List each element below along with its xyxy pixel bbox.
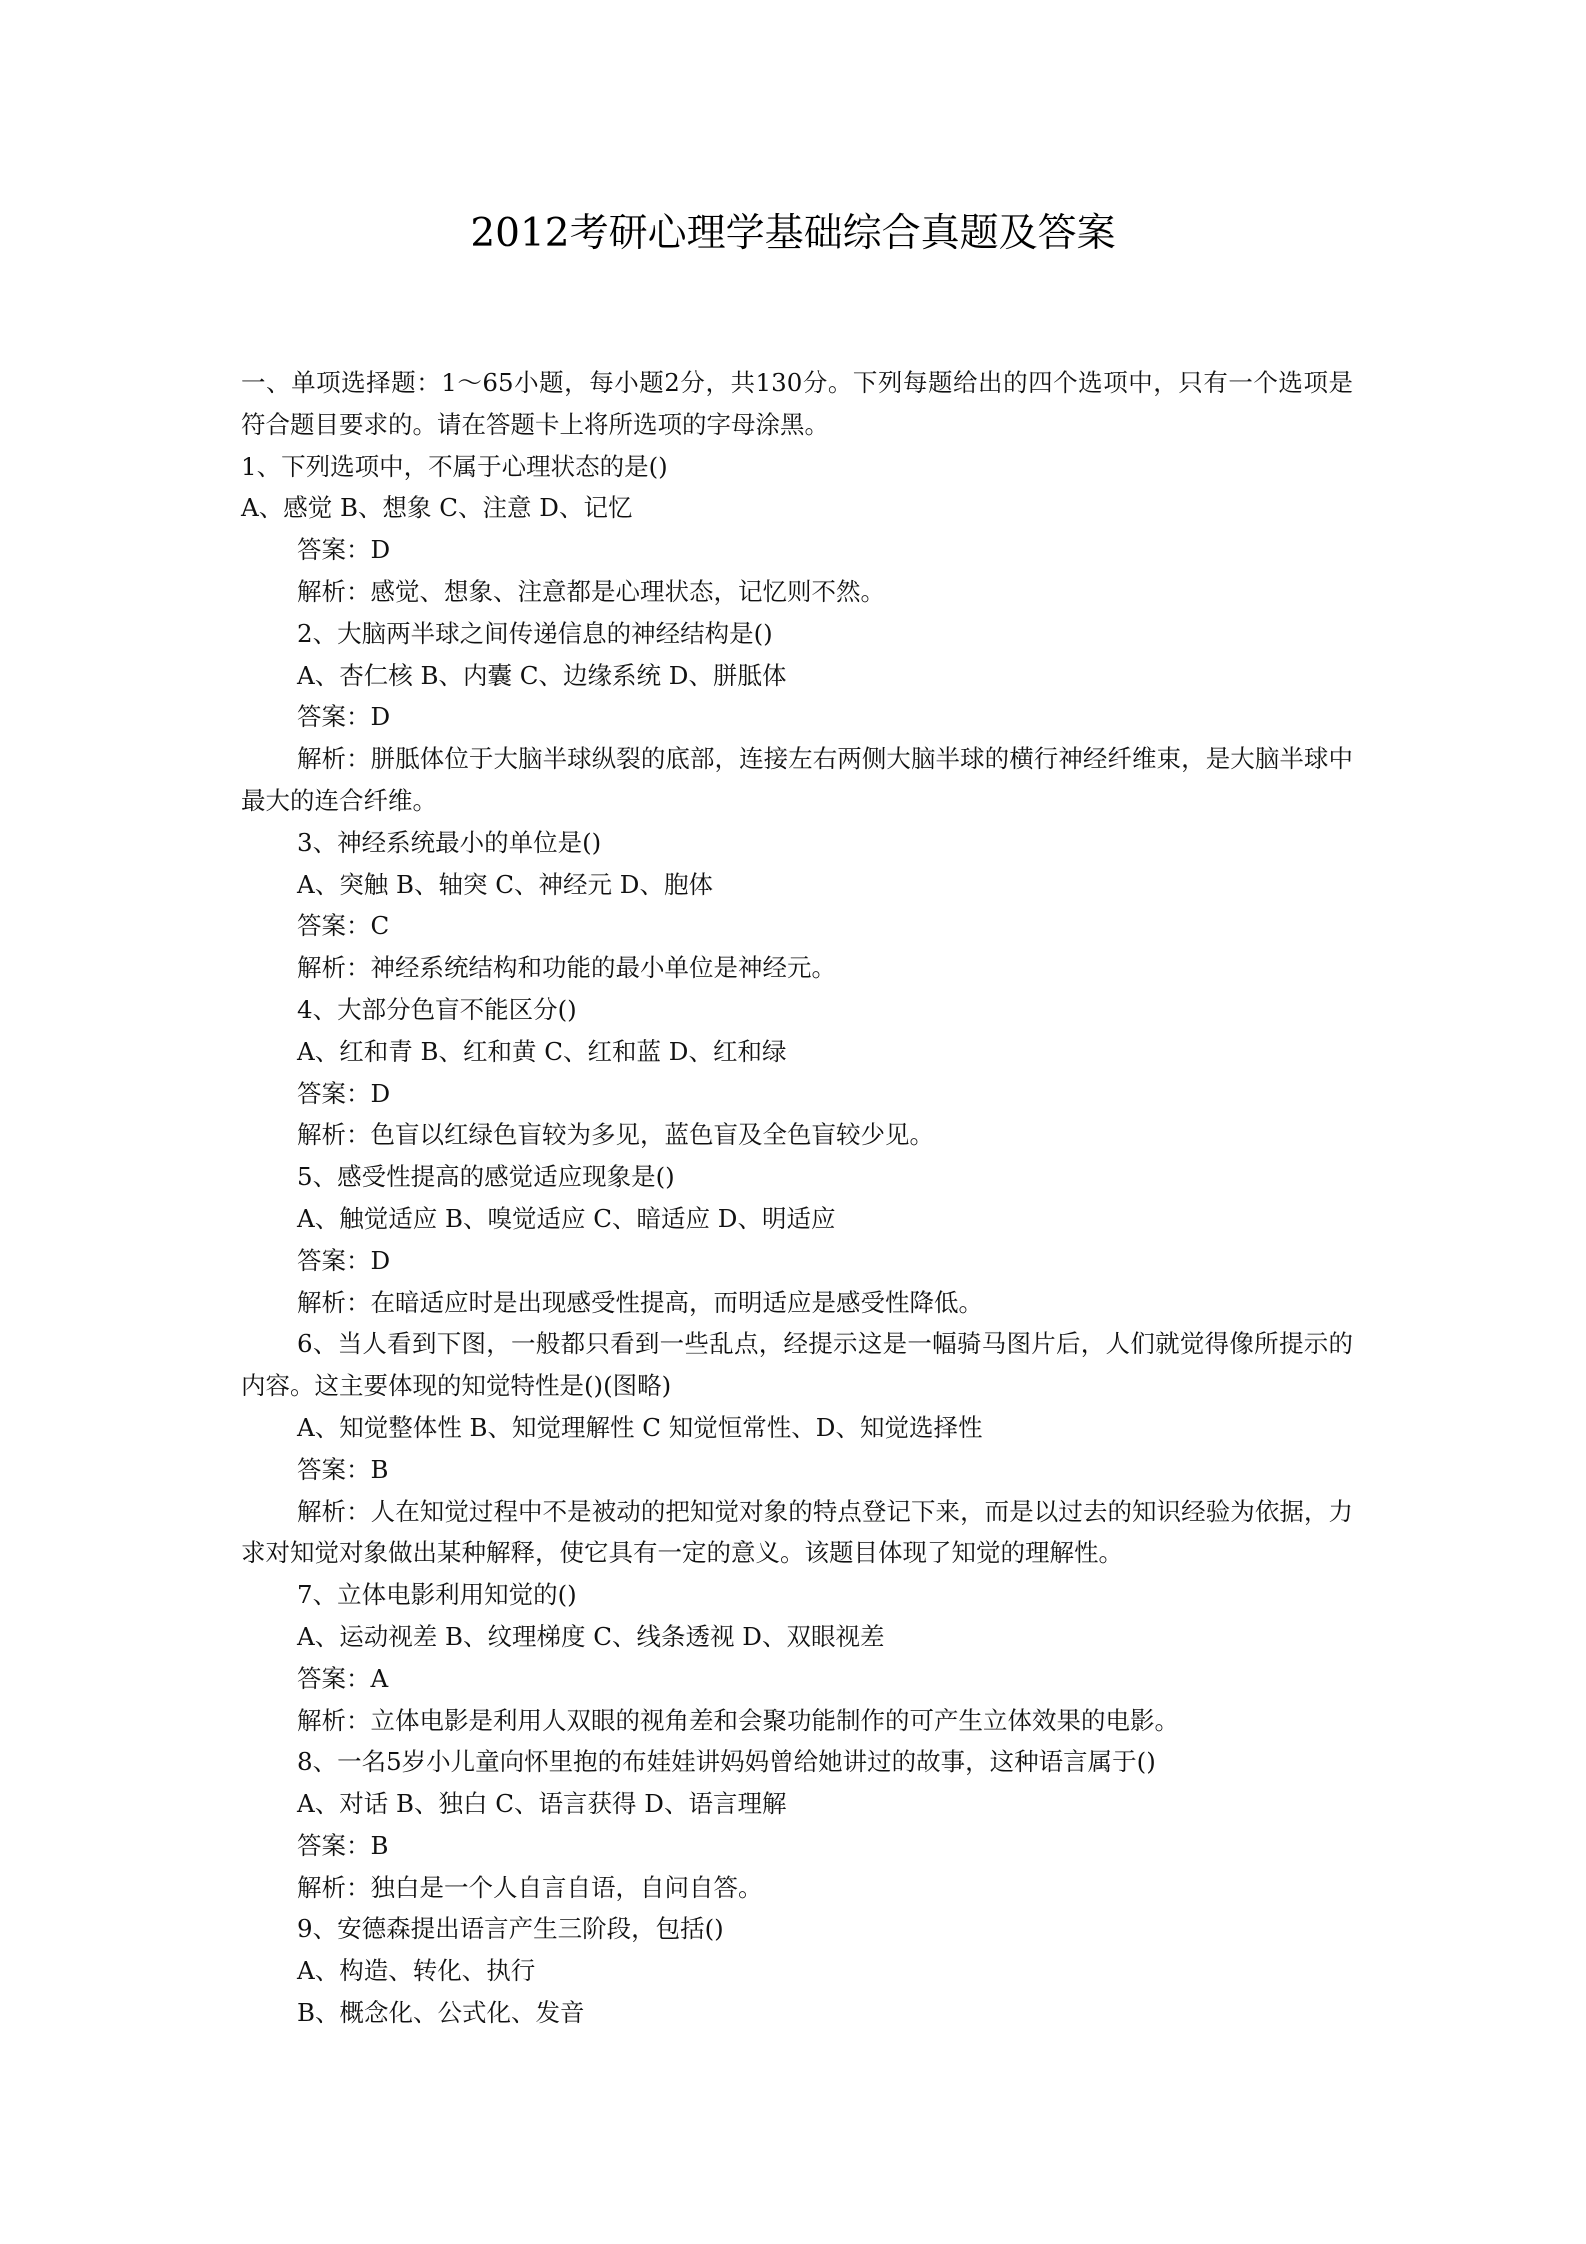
question-stem: 7、立体电影利用知觉的(): [297, 1580, 577, 1610]
question-options: A、对话 B、独白 C、语言获得 D、语言理解: [297, 1789, 787, 1819]
question-4: [241, 989, 1353, 1156]
question-analysis: 解析：立体电影是利用人双眼的视角差和会聚功能制作的可产生立体效果的电影。: [297, 1705, 1179, 1735]
question-analysis: 解析：神经系统结构和功能的最小单位是神经元。: [297, 953, 836, 983]
question-answer: 答案：D: [297, 535, 391, 565]
question-answer: 答案：D: [297, 1245, 391, 1275]
question-options: A、触觉适应 B、嗅觉适应 C、暗适应 D、明适应: [297, 1203, 836, 1233]
question-answer: 答案：A: [297, 1663, 389, 1693]
question-stem: 6、当人看到下图，一般都只看到一些乱点，经提示这是一幅骑马图片后，人们就觉得像所提示的内容。这主要体现的知觉特性是()(图略): [241, 1329, 1353, 1401]
question-option-a: A、构造、转化、执行: [297, 1956, 536, 1986]
question-options: A、突触 B、轴突 C、神经元 D、胞体: [297, 869, 713, 899]
question-answer: 答案：D: [297, 1078, 391, 1108]
question-stem: 9、安德森提出语言产生三阶段，包括(): [297, 1914, 724, 1944]
question-stem: 2、大脑两半球之间传递信息的神经结构是(): [297, 618, 773, 648]
question-analysis: 解析：独白是一个人自言自语，自问自答。: [297, 1872, 763, 1902]
question-6: [241, 1323, 1353, 1574]
question-analysis: 解析：色盲以红绿色盲较为多见，蓝色盲及全色盲较少见。: [297, 1120, 934, 1150]
question-8: [241, 1741, 1353, 1908]
question-analysis: 解析：在暗适应时是出现感受性提高，而明适应是感受性降低。: [297, 1287, 983, 1317]
question-stem: 1、下列选项中，不属于心理状态的是(): [241, 451, 668, 481]
question-options: A、运动视差 B、纹理梯度 C、线条透视 D、双眼视差: [297, 1621, 885, 1651]
question-answer: 答案：D: [297, 702, 391, 732]
question-answer: 答案：C: [297, 911, 390, 941]
question-stem: 8、一名5岁小儿童向怀里抱的布娃娃讲妈妈曾给她讲过的故事，这种语言属于(): [297, 1747, 1156, 1777]
question-options: A、杏仁核 B、内囊 C、边缘系统 D、胼胝体: [297, 660, 787, 690]
question-analysis: 解析：人在知觉过程中不是被动的把知觉对象的特点登记下来，而是以过去的知识经验为依据，力求对知觉对象做出某种解释，使它具有一定的意义。该题目体现了知觉的理解性。: [241, 1496, 1353, 1568]
question-stem: 3、神经系统最小的单位是(): [297, 827, 602, 857]
question-stem: 4、大部分色盲不能区分(): [297, 994, 577, 1024]
question-3: [241, 822, 1353, 989]
question-options: A、知觉整体性 B、知觉理解性 C 知觉恒常性、D、知觉选择性: [297, 1412, 983, 1442]
question-options: A、感觉 B、想象 C、注意 D、记忆: [241, 493, 633, 523]
question-1: [241, 446, 1353, 613]
section-intro: 一、单项选择题：1～65小题，每小题2分，共130分。下列每题给出的四个选项中，只有一个选项是符合题目要求的。请在答题卡上将所选项的字母涂黑。: [241, 368, 1353, 439]
question-option-b: B、概念化、公式化、发音: [297, 1998, 585, 2028]
question-5: [241, 1156, 1353, 1323]
question-stem: 5、感受性提高的感觉适应现象是(): [297, 1162, 675, 1192]
question-options: A、红和青 B、红和黄 C、红和蓝 D、红和绿: [297, 1036, 787, 1066]
document-body: [241, 362, 1353, 2034]
question-answer: 答案：B: [297, 1830, 389, 1860]
question-2: [241, 613, 1353, 822]
question-7: [241, 1574, 1353, 1741]
question-analysis: 解析：感觉、想象、注意都是心理状态，记忆则不然。: [297, 576, 885, 606]
document-title: 2012考研心理学基础综合真题及答案: [470, 211, 1116, 256]
question-answer: 答案：B: [297, 1454, 389, 1484]
question-9: [241, 1908, 1353, 2033]
question-analysis: 解析：胼胝体位于大脑半球纵裂的底部，连接左右两侧大脑半球的横行神经纤维束，是大脑半球中最大的连合纤维。: [241, 744, 1353, 815]
